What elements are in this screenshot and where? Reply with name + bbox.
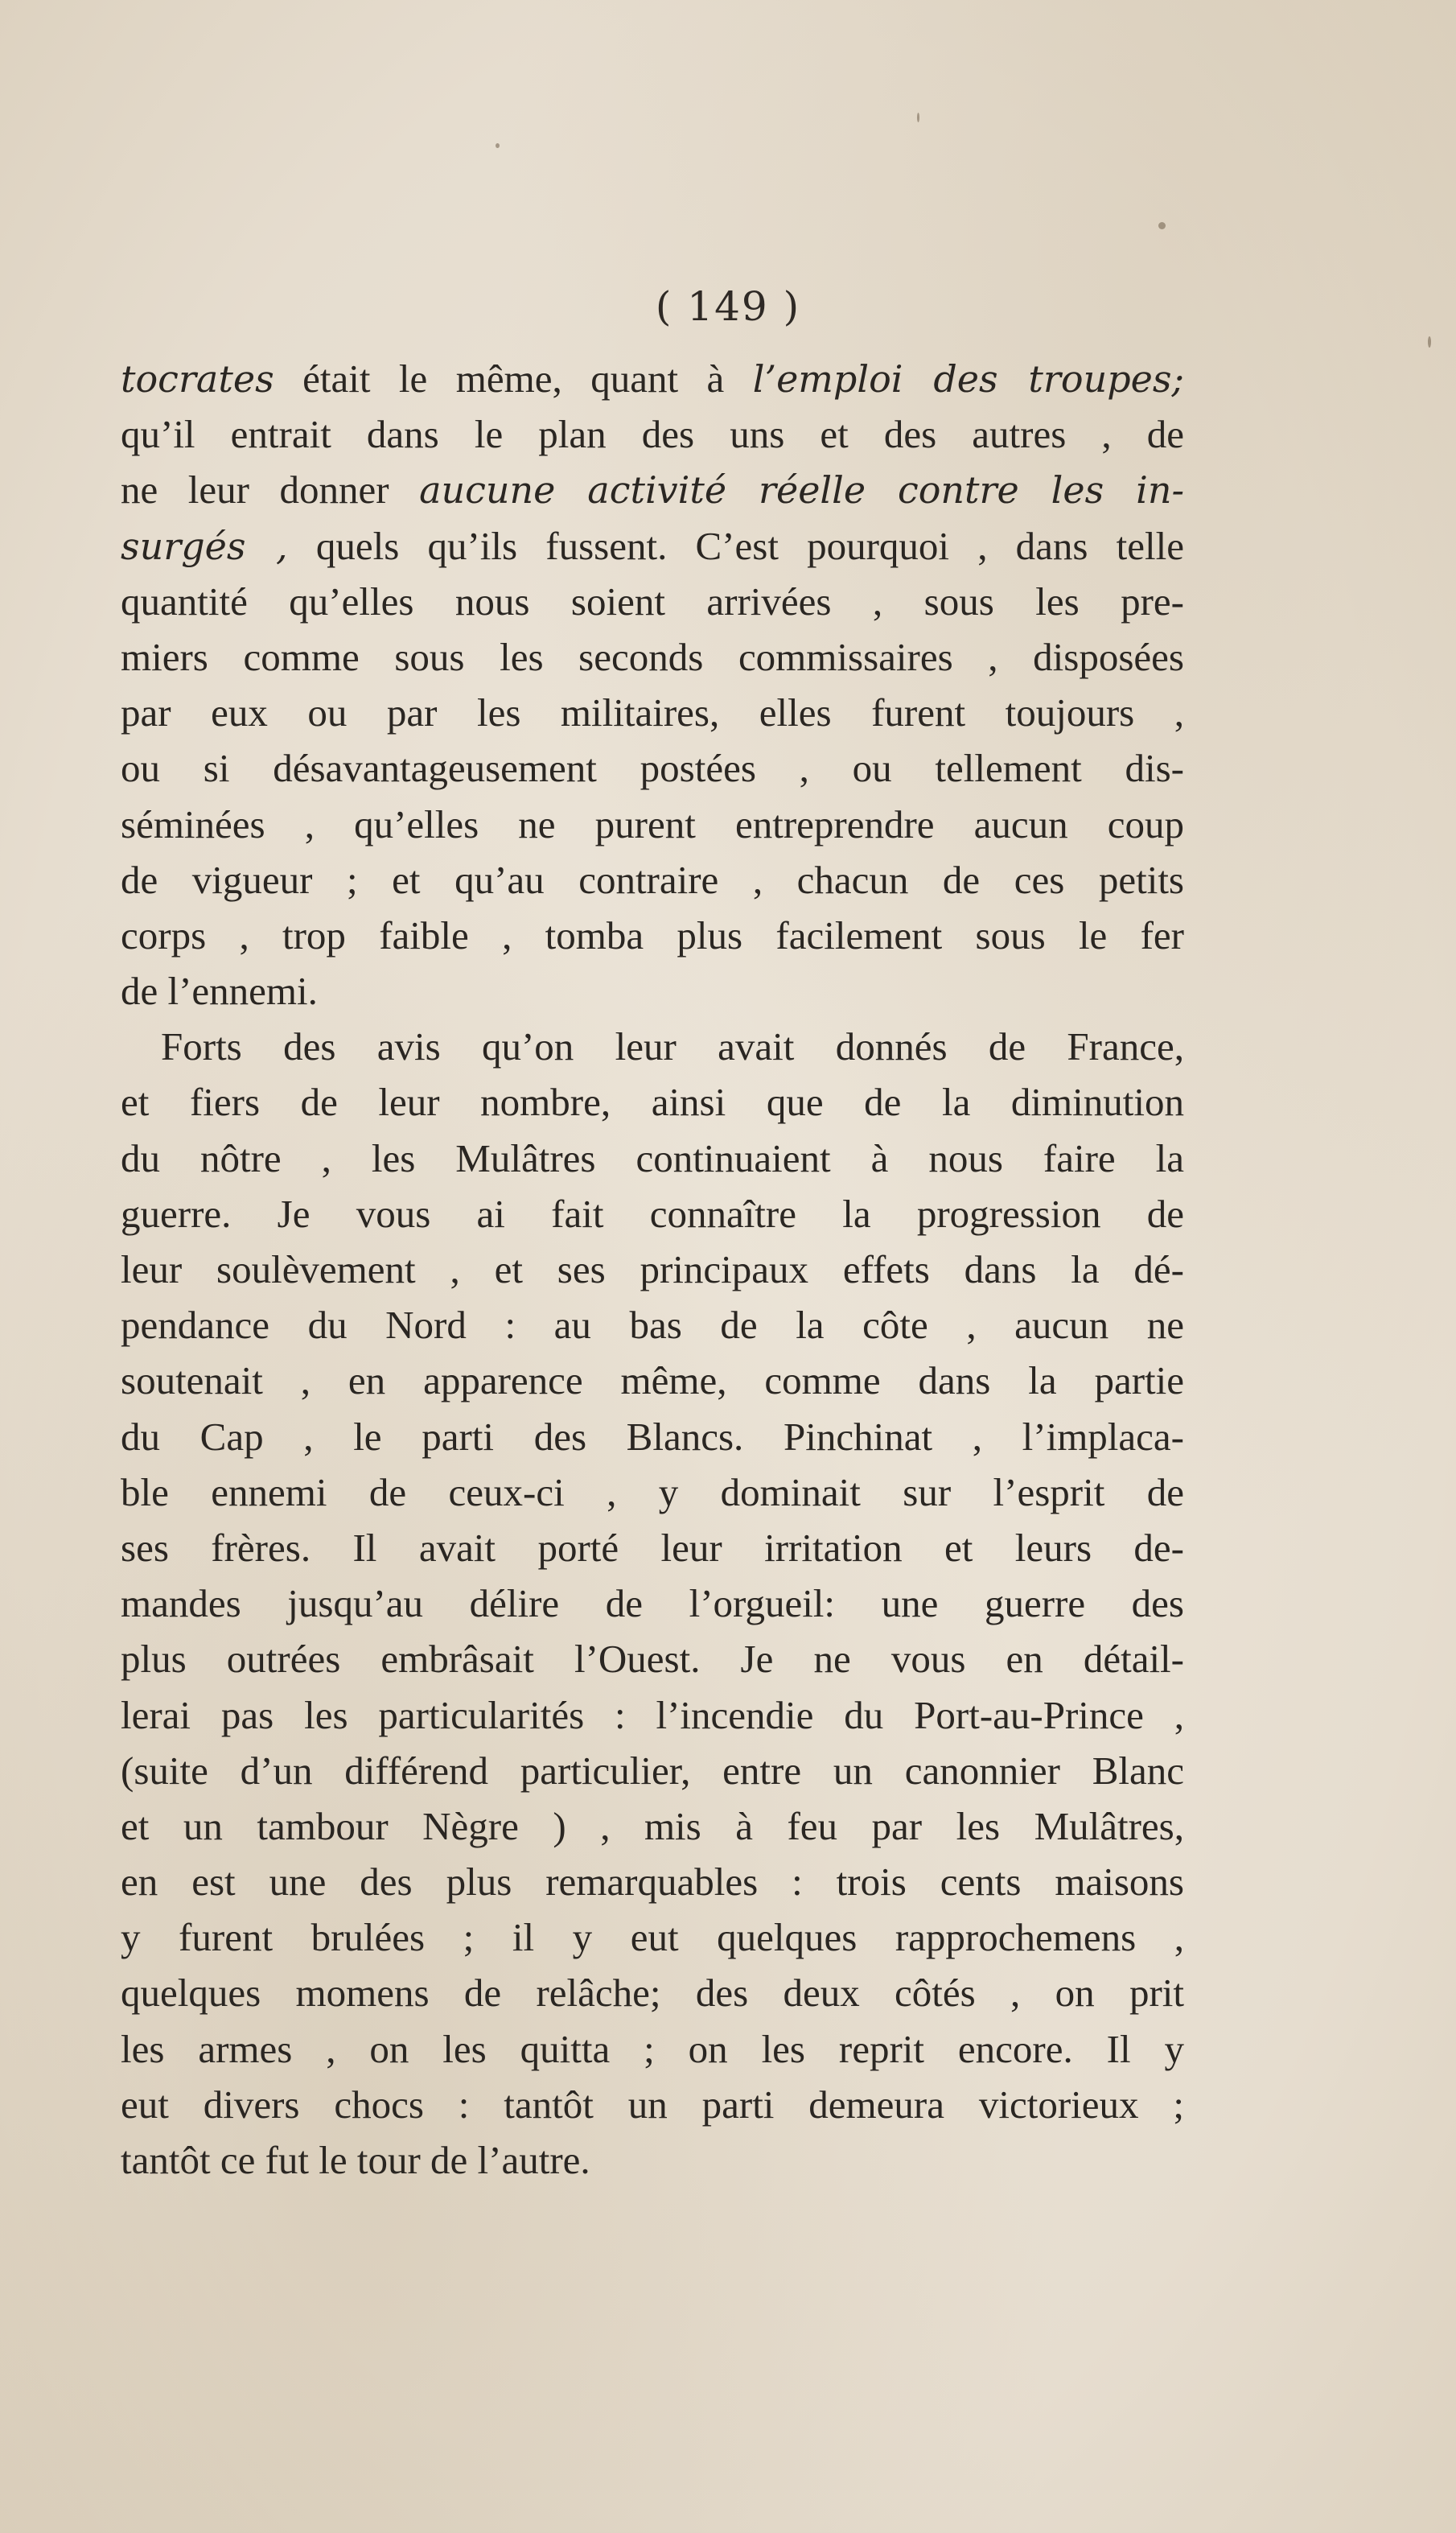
text-segment: Forts des avis qu’on leur avait donnés de France, — [161, 1024, 1184, 1069]
text-line — [121, 1965, 1184, 2020]
ink-speck — [496, 143, 500, 148]
text-segment: ble ennemi de ceux-ci , y dominait sur l’esprit de — [121, 1469, 1184, 1514]
text-segment: quels qu’ils fussent. C’est pourquoi , dans telle — [287, 523, 1184, 568]
text-segment: lerai pas les particularités : l’incendie du Port-au-Prince , — [121, 1692, 1184, 1737]
text-segment: y furent brulées ; il y eut quelques rapprochemens , — [121, 1915, 1184, 1960]
text-line — [121, 462, 1184, 517]
text-segment: ne leur donner — [121, 467, 420, 513]
text-line — [121, 2132, 1184, 2188]
text-line — [121, 1854, 1184, 1909]
text-line — [121, 518, 1184, 574]
page-number: ( 149 ) — [655, 283, 801, 330]
text-line — [121, 574, 1184, 629]
text-segment: par eux ou par les militaires, elles furent toujours , — [121, 690, 1184, 735]
text-line — [121, 1575, 1184, 1631]
text-segment: en est une des plus remarquables : trois cents maisons — [121, 1860, 1184, 1905]
text-line — [121, 685, 1184, 740]
italic-text: surgés , — [121, 524, 288, 568]
text-line — [121, 2077, 1184, 2132]
text-segment: qu’il entrait dans le plan des uns et des autres , de — [121, 412, 1184, 457]
text-line — [121, 963, 1184, 1019]
italic-text: aucune activité réelle contre les in- — [419, 468, 1184, 513]
text-segment: corps , trop faible , tomba plus facilement sous le fer — [121, 912, 1184, 958]
text-segment: et un tambour Nègre ) , mis à feu par les Mulâtres, — [121, 1803, 1184, 1848]
text-line — [121, 1297, 1184, 1353]
text-line — [121, 1909, 1184, 1965]
italic-text: l’emploi des troupes; — [752, 357, 1185, 401]
text-line — [121, 629, 1184, 685]
text-segment: plus outrées embrâsait l’Ouest. Je ne vous en détail- — [121, 1637, 1184, 1682]
text-segment: pendance du Nord : au bas de la côte , aucun ne — [121, 1303, 1184, 1348]
text-segment: eut divers chocs : tantôt un parti demeura victorieux ; — [121, 2082, 1184, 2127]
text-line — [121, 1186, 1184, 1242]
text-line — [121, 2021, 1184, 2077]
text-segment: était le même, quant à — [274, 356, 753, 401]
text-line — [121, 1798, 1184, 1854]
text-segment: tantôt ce fut le tour de l’autre. — [121, 2138, 590, 2182]
italic-text: tocrates — [121, 357, 274, 401]
text-line — [121, 1520, 1184, 1575]
text-line — [121, 351, 1184, 406]
text-segment: de vigueur ; et qu’au contraire , chacun de ces petits — [121, 857, 1184, 902]
text-line — [121, 1687, 1184, 1743]
text-line — [121, 1131, 1184, 1186]
body-text — [121, 351, 1184, 2188]
text-segment: mandes jusqu’au délire de l’orgueil: une guerre des — [121, 1581, 1184, 1626]
text-line — [121, 1074, 1184, 1130]
text-line — [121, 852, 1184, 908]
text-line — [121, 1631, 1184, 1687]
text-line — [121, 1409, 1184, 1464]
text-line — [121, 1464, 1184, 1520]
text-segment: miers comme sous les seconds commissaires , disposées — [121, 634, 1184, 679]
text-line — [121, 1019, 1184, 1074]
text-segment: guerre. Je vous ai fait connaître la progression de — [121, 1191, 1184, 1236]
text-segment: et fiers de leur nombre, ainsi que de la diminution — [121, 1080, 1184, 1125]
ink-speck — [917, 113, 919, 122]
text-line — [121, 740, 1184, 796]
text-segment: (suite d’un différend particulier, entre un canonnier Blanc — [121, 1748, 1184, 1793]
text-segment: leur soulèvement , et ses principaux effets dans la dé- — [121, 1247, 1184, 1291]
text-line — [121, 1242, 1184, 1297]
ink-speck — [1158, 222, 1166, 229]
text-segment: ses frères. Il avait porté leur irritation et leurs de- — [121, 1525, 1184, 1570]
text-line — [121, 1743, 1184, 1798]
text-segment: soutenait , en apparence même, comme dans la partie — [121, 1358, 1184, 1403]
text-line — [121, 908, 1184, 963]
text-line — [121, 406, 1184, 462]
text-segment: du nôtre , les Mulâtres continuaient à nous faire la — [121, 1135, 1184, 1180]
text-segment: quantité qu’elles nous soient arrivées , sous les pre- — [121, 579, 1184, 624]
text-line — [121, 1353, 1184, 1408]
text-segment: séminées , qu’elles ne purent entreprendre aucun coup — [121, 801, 1184, 846]
ink-speck — [1428, 336, 1431, 348]
text-segment: de l’ennemi. — [121, 969, 318, 1014]
text-segment: quelques momens de relâche; des deux côtés , on prit — [121, 1971, 1184, 2016]
text-segment: ou si désavantageusement postées , ou tellement dis- — [121, 746, 1184, 791]
text-segment: les armes , on les quitta ; on les reprit encore. Il y — [121, 2026, 1184, 2071]
text-line — [121, 797, 1184, 852]
text-segment: du Cap , le parti des Blancs. Pinchinat , l’implaca- — [121, 1414, 1184, 1459]
